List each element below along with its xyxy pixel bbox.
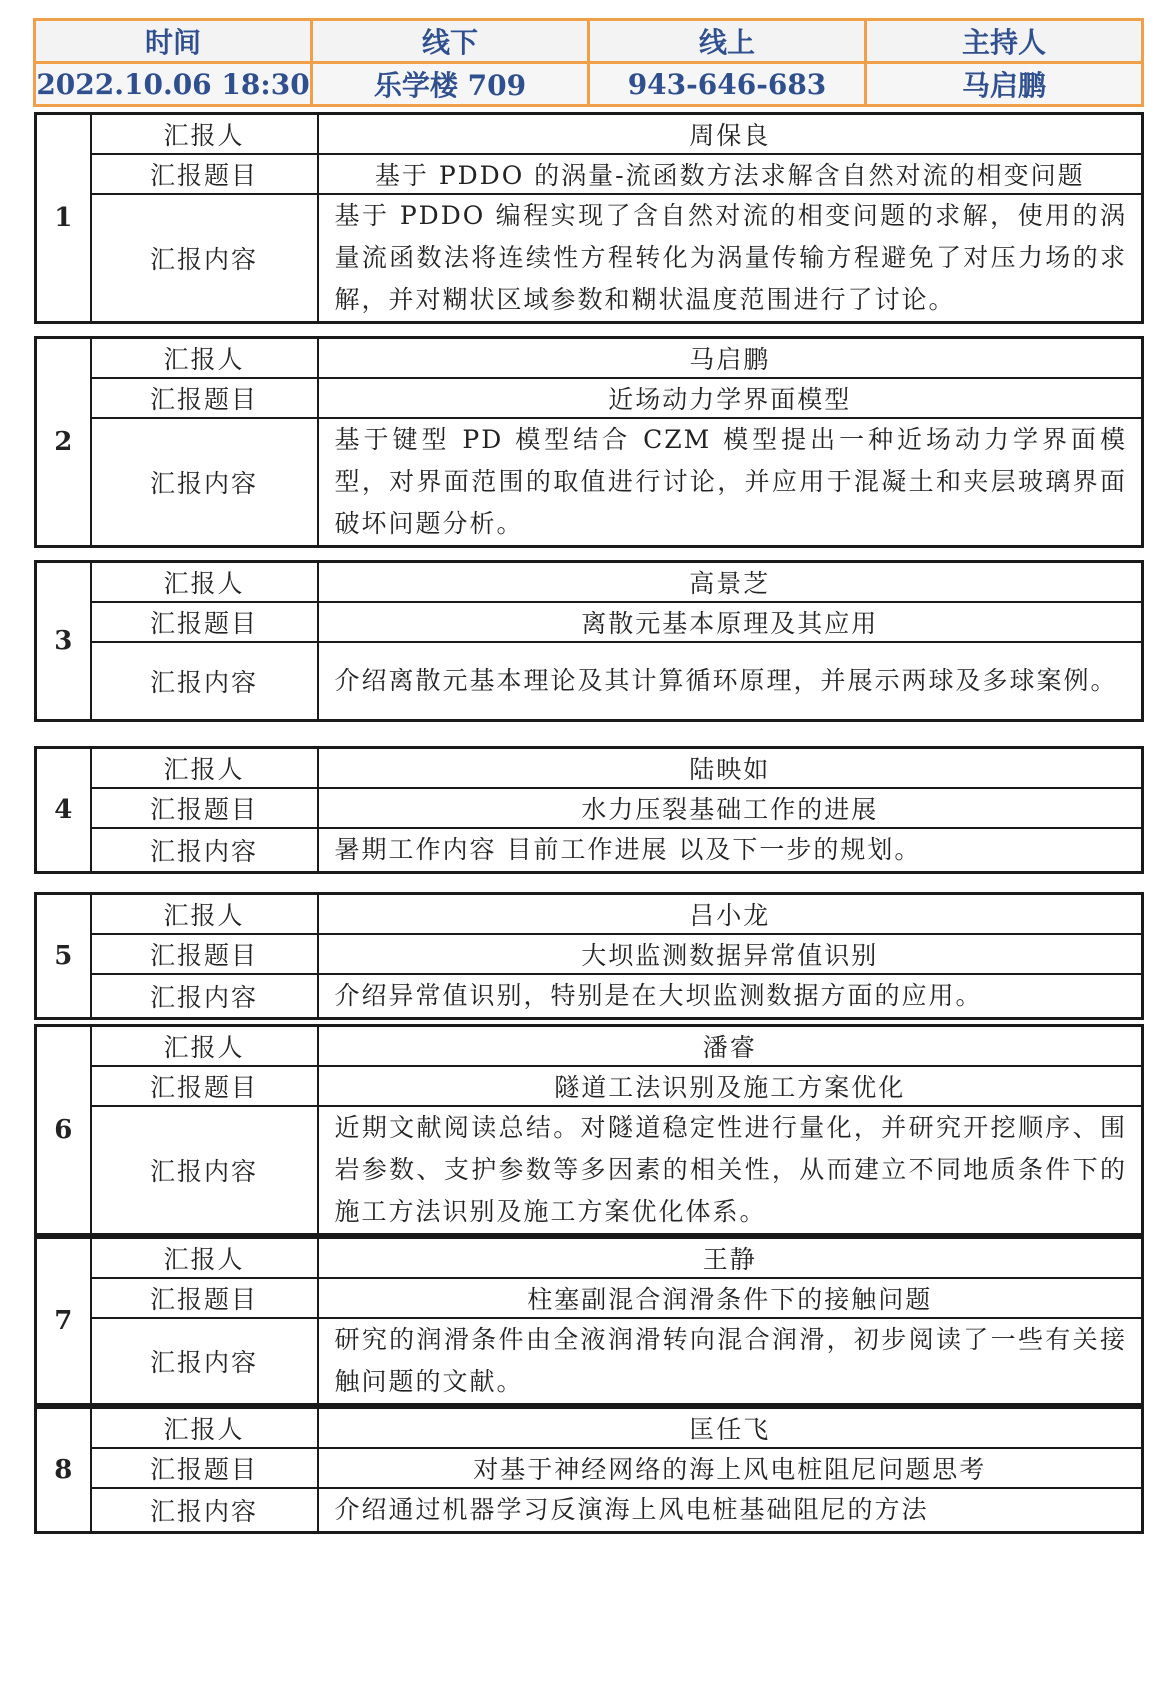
- topic-label: 汇报题目: [91, 602, 318, 642]
- reporter-label: 汇报人: [91, 562, 318, 603]
- reporter-label: 汇报人: [91, 114, 318, 155]
- report-topic: 大坝监测数据异常值识别: [318, 934, 1143, 974]
- topic-label: 汇报题目: [91, 154, 318, 194]
- topic-label: 汇报题目: [91, 788, 318, 828]
- content-label: 汇报内容: [91, 1318, 318, 1405]
- reporter-label: 汇报人: [91, 1408, 318, 1449]
- report-number: 6: [36, 1026, 91, 1235]
- topic-label: 汇报题目: [91, 934, 318, 974]
- reporter-label: 汇报人: [91, 748, 318, 789]
- reporter-name: 周保良: [318, 114, 1143, 155]
- report-content: 介绍通过机器学习反演海上风电桩基础阻尼的方法: [318, 1488, 1143, 1533]
- report-number: 2: [36, 338, 91, 547]
- content-label: 汇报内容: [91, 1106, 318, 1235]
- report-number: 5: [36, 894, 91, 1019]
- offline-location: 乐学楼 709: [312, 63, 589, 106]
- content-label: 汇报内容: [91, 194, 318, 323]
- reporter-label: 汇报人: [91, 1238, 318, 1279]
- online-label: 线上: [589, 20, 866, 63]
- reporter-name: 马启鹏: [318, 338, 1143, 379]
- report-block-3: [34, 560, 1144, 722]
- reporter-name: 王静: [318, 1238, 1143, 1279]
- content-label: 汇报内容: [91, 974, 318, 1019]
- reporter-name: 匡任飞: [318, 1408, 1143, 1449]
- reporter-name: 高景芝: [318, 562, 1143, 603]
- time-label: 时间: [35, 20, 312, 63]
- report-number: 3: [36, 562, 91, 721]
- report-block-6: [34, 1024, 1144, 1236]
- report-number: 4: [36, 748, 91, 873]
- host-label: 主持人: [866, 20, 1143, 63]
- reporter-name: 陆映如: [318, 748, 1143, 789]
- topic-label: 汇报题目: [91, 378, 318, 418]
- meeting-info-table: [33, 18, 1144, 107]
- report-topic: 水力压裂基础工作的进展: [318, 788, 1143, 828]
- report-block-8: [34, 1406, 1144, 1534]
- topic-label: 汇报题目: [91, 1278, 318, 1318]
- reporter-label: 汇报人: [91, 338, 318, 379]
- report-block-1: [34, 112, 1144, 324]
- topic-label: 汇报题目: [91, 1448, 318, 1488]
- content-label: 汇报内容: [91, 828, 318, 873]
- time-value: 2022.10.06 18:30: [35, 63, 312, 106]
- content-label: 汇报内容: [91, 418, 318, 547]
- report-content: 介绍异常值识别，特别是在大坝监测数据方面的应用。: [318, 974, 1143, 1019]
- reporter-name: 潘睿: [318, 1026, 1143, 1067]
- report-topic: 基于 PDDO 的涡量-流函数方法求解含自然对流的相变问题: [318, 154, 1143, 194]
- reporter-label: 汇报人: [91, 894, 318, 935]
- report-block-4: [34, 746, 1144, 874]
- offline-label: 线下: [312, 20, 589, 63]
- report-topic: 柱塞副混合润滑条件下的接触问题: [318, 1278, 1143, 1318]
- host-name: 马启鹏: [866, 63, 1143, 106]
- reporter-label: 汇报人: [91, 1026, 318, 1067]
- report-topic: 近场动力学界面模型: [318, 378, 1143, 418]
- report-block-7: [34, 1236, 1144, 1406]
- report-block-2: [34, 336, 1144, 548]
- report-content: 基于键型 PD 模型结合 CZM 模型提出一种近场动力学界面模型，对界面范围的取值进行讨论，并应用于混凝土和夹层玻璃界面破坏问题分析。: [318, 418, 1143, 547]
- report-topic: 隧道工法识别及施工方案优化: [318, 1066, 1143, 1106]
- content-label: 汇报内容: [91, 1488, 318, 1533]
- report-topic: 对基于神经网络的海上风电桩阻尼问题思考: [318, 1448, 1143, 1488]
- reporter-name: 吕小龙: [318, 894, 1143, 935]
- topic-label: 汇报题目: [91, 1066, 318, 1106]
- content-label: 汇报内容: [91, 642, 318, 721]
- report-content: 近期文献阅读总结。对隧道稳定性进行量化，并研究开挖顺序、围岩参数、支护参数等多因素的相关性，从而建立不同地质条件下的施工方法识别及施工方案优化体系。: [318, 1106, 1143, 1235]
- report-number: 8: [36, 1408, 91, 1533]
- report-content: 研究的润滑条件由全液润滑转向混合润滑，初步阅读了一些有关接触问题的文献。: [318, 1318, 1143, 1405]
- report-topic: 离散元基本原理及其应用: [318, 602, 1143, 642]
- report-number: 7: [36, 1238, 91, 1405]
- report-block-5: [34, 892, 1144, 1020]
- report-number: 1: [36, 114, 91, 323]
- online-meeting-id: 943-646-683: [589, 63, 866, 106]
- report-content: 介绍离散元基本理论及其计算循环原理，并展示两球及多球案例。: [318, 642, 1143, 721]
- report-content: 暑期工作内容 目前工作进展 以及下一步的规划。: [318, 828, 1143, 873]
- report-content: 基于 PDDO 编程实现了含自然对流的相变问题的求解，使用的涡量流函数法将连续性方程转化为涡量传输方程避免了对压力场的求解，并对糊状区域参数和糊状温度范围进行了讨论。: [318, 194, 1143, 323]
